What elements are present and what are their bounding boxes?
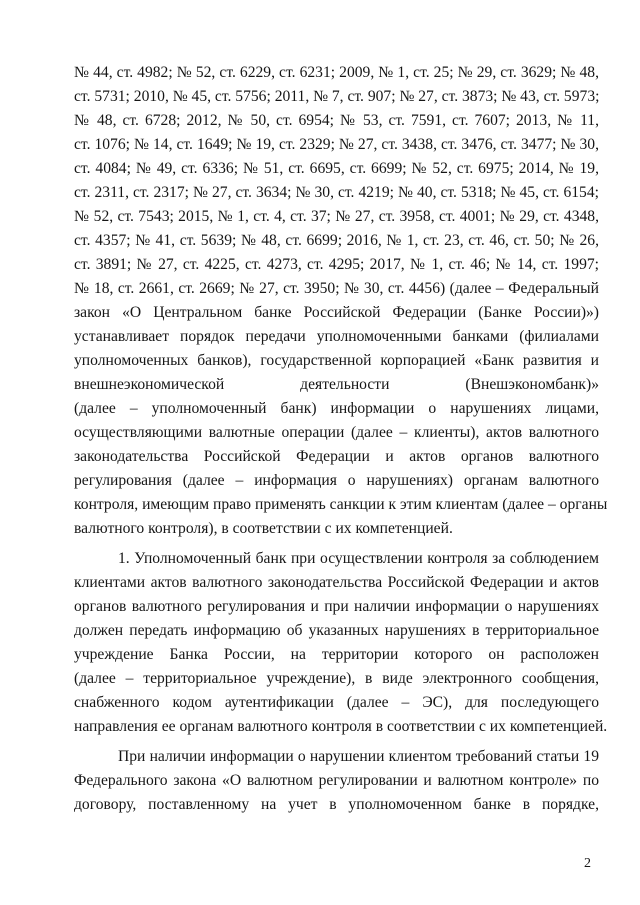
text-line: ст. 2311, ст. 2317; № 27, ст. 3634; № 30, ст. 4219; № 40, ст. 5318; № 45, ст. 6154; — [74, 184, 599, 201]
text-line: органов валютного регулирования и при наличии информации о нарушениях — [74, 598, 599, 615]
paragraph-first-line: При наличии информации о нарушении клиентом требований статьи 19 — [118, 748, 599, 765]
text-line: ст. 1076; № 14, ст. 1649; № 19, ст. 2329; № 27, ст. 3438, ст. 3476, ст. 3477; № 30, — [74, 136, 599, 153]
text-line: клиентами актов валютного законодательства Российской Федерации и актов — [74, 574, 599, 591]
text-line: внешнеэкономической деятельности (Внешэкономбанк)» — [74, 376, 599, 393]
text-line: (далее – уполномоченный банк) информации о нарушениях лицами, — [74, 400, 599, 417]
text-line: устанавливает порядок передачи уполномоченными банками (филиалами — [74, 328, 599, 345]
text-line: регулирования (далее – информация о нарушениях) органам валютного — [74, 472, 599, 489]
text-line: ст. 3891; № 27, ст. 4225, ст. 4273, ст. 4295; 2017, № 1, ст. 46; № 14, ст. 1997; — [74, 256, 599, 273]
text-line: ст. 4084; № 49, ст. 6336; № 51, ст. 6695, ст. 6699; № 52, ст. 6975; 2014, № 19, — [74, 160, 599, 177]
text-line: законодательства Российской Федерации и актов органов валютного — [74, 448, 599, 465]
text-line: № 44, ст. 4982; № 52, ст. 6229, ст. 6231; 2009, № 1, ст. 25; № 29, ст. 3629; № 48, — [74, 64, 599, 81]
text-line: контроля, имеющим право применять санкции к этим клиентам (далее – органы — [74, 496, 608, 513]
text-line: направления ее органам валютного контроля в соответствии с их компетенцией. — [74, 718, 608, 735]
text-line: ст. 4357; № 41, ст. 5639; № 48, ст. 6699; 2016, № 1, ст. 23, ст. 46, ст. 50; № 26, — [74, 232, 599, 249]
text-line: должен передать информацию об указанных нарушениях в территориальное — [74, 622, 599, 639]
text-line: договору, поставленному на учет в уполномоченном банке в порядке, — [74, 796, 599, 813]
text-line: уполномоченных банков), государственной корпорацией «Банк развития и — [74, 352, 599, 369]
text-line: № 52, ст. 7543; 2015, № 1, ст. 4, ст. 37; № 27, ст. 3958, ст. 4001; № 29, ст. 4348, — [74, 208, 599, 225]
text-line: снабженного кодом аутентификации (далее – ЭС), для последующего — [74, 694, 599, 711]
text-line: закон «О Центральном банке Российской Федерации (Банке России)») — [74, 304, 599, 321]
paragraph-first-line: 1. Уполномоченный банк при осуществлении контроля за соблюдением — [118, 550, 599, 567]
text-line: осуществляющими валютные операции (далее – клиенты), актов валютного — [74, 424, 599, 441]
text-line: (далее – территориальное учреждение), в виде электронного сообщения, — [74, 670, 599, 687]
text-line: № 18, ст. 2661, ст. 2669; № 27, ст. 3950; № 30, ст. 4456) (далее – Федеральный — [74, 280, 599, 297]
page-number: 2 — [584, 856, 591, 871]
text-line: Федерального закона «О валютном регулировании и валютном контроле» по — [74, 772, 599, 789]
text-line: валютного контроля), в соответствии с их компетенцией. — [74, 520, 453, 537]
text-line: № 48, ст. 6728; 2012, № 50, ст. 6954; № 53, ст. 7591, ст. 7607; 2013, № 11, — [74, 112, 599, 129]
text-line: ст. 5731; 2010, № 45, ст. 5756; 2011, № 7, ст. 907; № 27, ст. 3873; № 43, ст. 5973; — [74, 88, 600, 105]
text-line: учреждение Банка России, на территории которого он расположен — [74, 646, 599, 663]
